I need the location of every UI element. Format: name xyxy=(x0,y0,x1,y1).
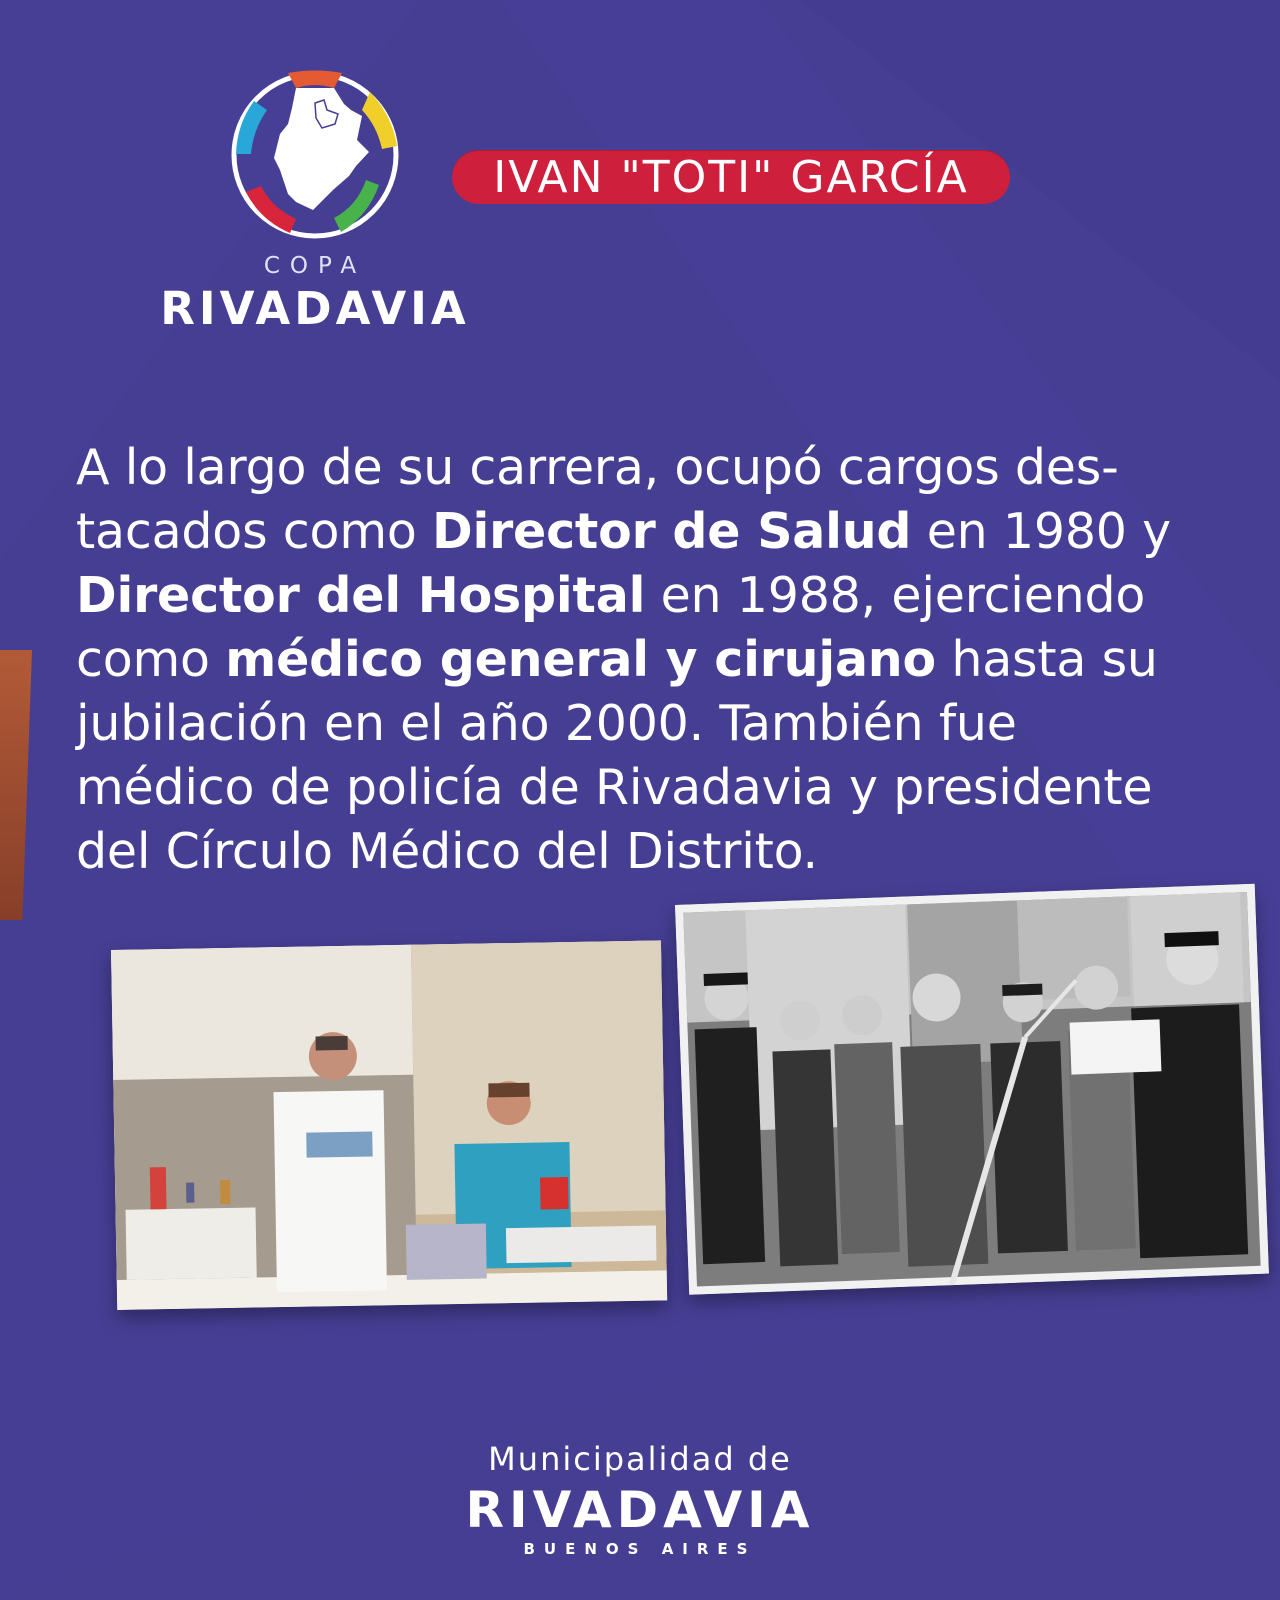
article-text-2: tacados como xyxy=(76,503,432,560)
article-line-2 xyxy=(76,500,1226,564)
article-text-1: A lo largo de su carrera, ocupó cargos des- xyxy=(76,439,1119,496)
logo-rivadavia-text: RIVADAVIA xyxy=(160,282,470,335)
person-name-badge xyxy=(452,150,1010,204)
article-text-5: como xyxy=(76,631,226,688)
footer-rivadavia-label: RIVADAVIA xyxy=(465,1481,815,1539)
left-edge-photo-strip xyxy=(0,650,32,920)
article-bold-3: médico general y cirujano xyxy=(225,631,936,688)
article-bold-1: Director de Salud xyxy=(432,503,912,560)
article-text-9: del Círculo Médico del Distrito. xyxy=(76,823,818,880)
article-line-3 xyxy=(76,564,1226,628)
footer-location-label: BUENOS AIRES xyxy=(523,1540,757,1558)
article-line-4 xyxy=(76,628,1226,692)
article-text-4: en 1988, ejerciendo xyxy=(645,567,1146,624)
article-line-5 xyxy=(76,692,1226,756)
hospital-photo xyxy=(111,940,667,1310)
article-text-3: en 1980 y xyxy=(911,503,1171,560)
copa-rivadavia-logo xyxy=(150,70,480,335)
soccer-ball-icon xyxy=(230,70,400,240)
article-text-7: jubilación en el año 2000. También fue xyxy=(76,695,1017,752)
article-text-6: hasta su xyxy=(935,631,1158,688)
article-line-6 xyxy=(76,756,1226,820)
municipality-footer xyxy=(0,1440,1280,1558)
ceremony-photo xyxy=(675,884,1269,1295)
article-body xyxy=(76,436,1226,884)
ceremony-scene xyxy=(675,884,1269,1295)
article-text-8: médico de policía de Rivadavia y presidente xyxy=(76,759,1153,816)
article-line-7 xyxy=(76,820,1226,884)
article-line-1 xyxy=(76,436,1226,500)
article-bold-2: Director del Hospital xyxy=(76,567,646,624)
person-name: IVAN "TOTI" GARCÍA xyxy=(493,151,969,203)
logo-copa-text: COPA xyxy=(263,253,367,279)
hospital-scene xyxy=(111,940,667,1310)
footer-municipality-label: Municipalidad de xyxy=(488,1440,792,1478)
